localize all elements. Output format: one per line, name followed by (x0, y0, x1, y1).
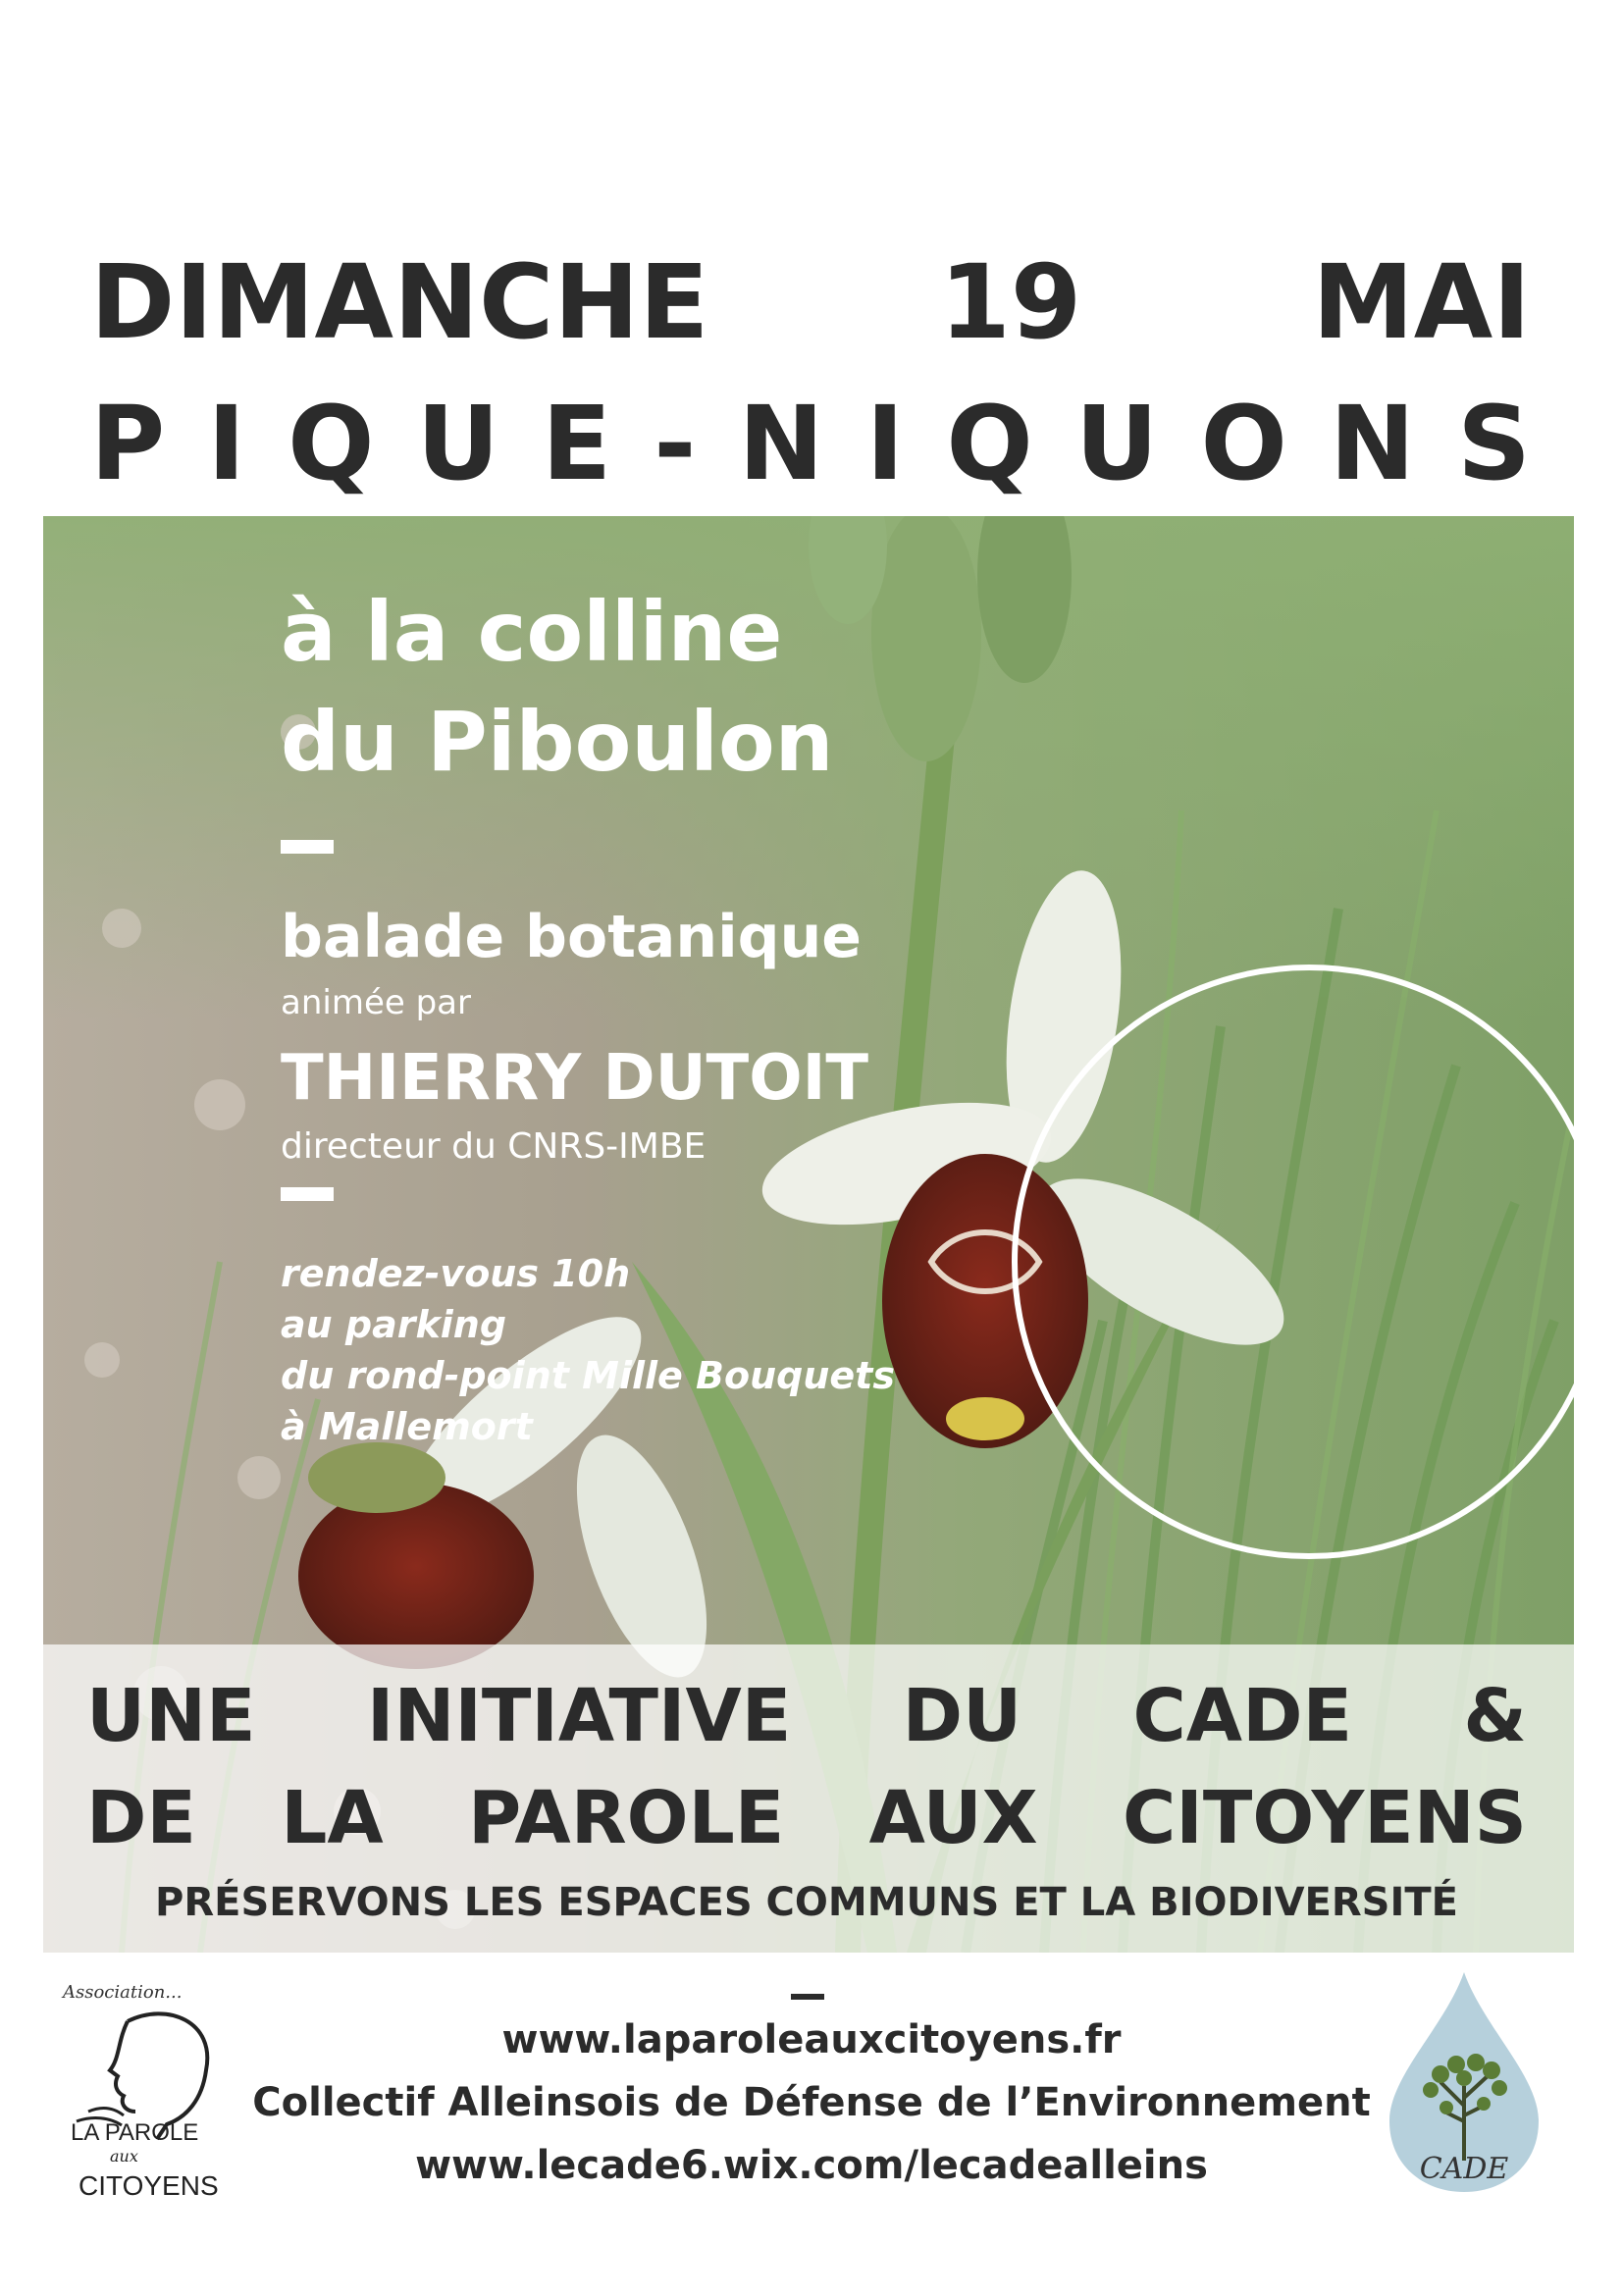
logo-name-line-3: CITOYENS (79, 2170, 219, 2201)
logo-name-line-2: aux (110, 2147, 138, 2166)
meeting-line: à Mallemort (281, 1405, 533, 1448)
heading-letter: U (1074, 384, 1159, 503)
heading-letter: - (654, 384, 697, 503)
heading-letter: N (1329, 384, 1415, 503)
website-link-cade[interactable]: www.lecade6.wix.com/lecadealleins (415, 2143, 1208, 2188)
location-line-1: à la colline (281, 584, 783, 680)
logo-name-line-1: LA PAROLE (71, 2119, 199, 2146)
band-word: PAROLE (467, 1776, 785, 1860)
band-word: AUX (868, 1776, 1038, 1860)
meeting-line: au parking (281, 1303, 507, 1346)
initiative-line-1 (86, 1674, 1527, 1758)
divider (281, 1187, 334, 1201)
heading-letter: N (738, 384, 824, 503)
slogan-text: PRÉSERVONS LES ESPACES COMMUNS ET LA BIODIVERSITÉ (155, 1880, 1458, 1925)
heading-word: DIMANCHE (90, 242, 709, 362)
heading-letter: Q (946, 384, 1033, 503)
heading-letter: I (865, 384, 905, 503)
heading-letter: S (1457, 384, 1531, 503)
heading-word: 19 (939, 242, 1082, 362)
event-date-heading (90, 242, 1531, 362)
cade-logo-text: CADE (1419, 2152, 1509, 2186)
band-word: CADE (1132, 1674, 1353, 1758)
footer-divider (791, 1994, 824, 2000)
heading-letter: E (542, 384, 612, 503)
heading-letter: U (416, 384, 500, 503)
meeting-line: du rond-point Mille Bouquets (281, 1354, 895, 1397)
heading-letter: O (1200, 384, 1287, 503)
heading-letter: Q (288, 384, 375, 503)
band-word: & (1463, 1674, 1527, 1758)
band-word: DU (902, 1674, 1022, 1758)
band-word: LA (281, 1776, 384, 1860)
location-line-2: du Piboulon (281, 694, 834, 790)
meeting-line: rendez-vous 10h (281, 1252, 631, 1295)
heading-letter: P (90, 384, 166, 503)
led-by-label: animée par (281, 983, 471, 1022)
heading-word: MAI (1312, 242, 1531, 362)
initiative-line-2 (86, 1776, 1527, 1860)
logo-assoc-label: Association... (63, 1982, 183, 2003)
heading-letter: I (207, 384, 246, 503)
band-word: UNE (86, 1674, 256, 1758)
event-title-heading (90, 384, 1531, 503)
website-link-parole[interactable]: www.laparoleauxcitoyens.fr (501, 2017, 1122, 2062)
band-word: DE (86, 1776, 196, 1860)
band-word: INITIATIVE (366, 1674, 792, 1758)
band-word: CITOYENS (1123, 1776, 1527, 1860)
cade-logo (1386, 1968, 1543, 2196)
water-drop-tree-icon (1386, 1968, 1543, 2196)
guide-role: directeur du CNRS-IMBE (281, 1126, 707, 1167)
organization-name: Collectif Alleinsois de Défense de l’Environnement (252, 2080, 1371, 2125)
divider (281, 840, 334, 854)
activity-title: balade botanique (281, 903, 863, 971)
guide-name: THIERRY DUTOIT (281, 1042, 869, 1115)
slogan (86, 1880, 1527, 1925)
